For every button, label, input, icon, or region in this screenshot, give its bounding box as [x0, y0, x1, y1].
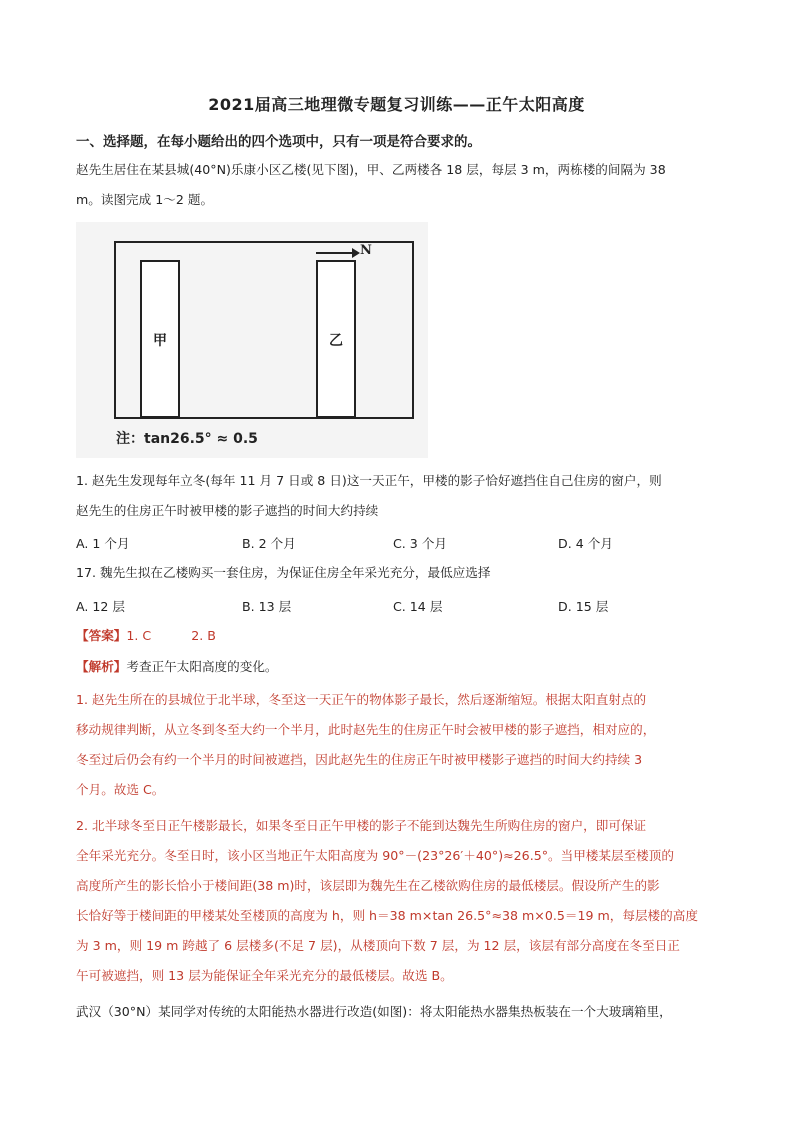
option-d: D. 15 层	[558, 599, 609, 614]
building-jia-label: 甲	[153, 333, 167, 349]
option-c: C. 14 层	[393, 599, 443, 614]
explanation-2-line-4: 长恰好等于楼间距的甲楼某处至楼顶的高度为 h，则 h＝38 m×tan 26.5°≈38 m×0.5＝19 m，每层楼的高度	[76, 908, 698, 923]
intro-paragraph	[76, 155, 718, 215]
answer-2: 2. B	[191, 628, 216, 643]
explanation-1-line-3: 冬至过后仍会有约一个半月的时间被遮挡，因此赵先生的住房正午时被甲楼影子遮挡的时间大约持续 3	[76, 752, 643, 767]
explanation-2-line-5: 为 3 m，则 19 m 跨越了 6 层楼多(不足 7 层)，从楼顶向下数 7 层，为 12 层，该层有部分高度在冬至日正	[76, 938, 680, 953]
section-heading: 一、选择题，在每小题给出的四个选项中，只有一项是符合要求的。	[76, 134, 481, 150]
diagram-frame-right	[412, 241, 414, 419]
question-2	[76, 558, 718, 588]
diagram-note: 注：tan26.5° ≈ 0.5	[116, 431, 258, 447]
explanation-2-line-1: 2. 北半球冬至日正午楼影最长，如果冬至日正午甲楼的影子不能到达魏先生所购住房的窗户，即可保证	[76, 818, 647, 833]
explanation-1-line-2: 移动规律判断，从立冬到冬至大约一个半月，此时赵先生的住房正午时会被甲楼的影子遮挡，相对应的，	[76, 722, 656, 737]
option-a: A. 1 个月	[76, 536, 130, 551]
question-1-options	[76, 533, 718, 553]
explanation-1	[76, 685, 718, 805]
explanation-2-line-6: 午可被遮挡，则 13 层为能保证全年采光充分的最低楼层。故选 B。	[76, 968, 453, 983]
option-c: C. 3 个月	[393, 536, 448, 551]
question-1	[76, 466, 718, 526]
question-1-line-2: 赵先生的住房正午时被甲楼的影子遮挡的时间大约持续	[76, 503, 379, 518]
question-2-line-1: 17. 魏先生拟在乙楼购买一套住房，为保证住房全年采光充分，最低应选择	[76, 565, 491, 580]
answer-1: 1. C	[126, 628, 152, 643]
option-b: B. 13 层	[242, 599, 292, 614]
option-a: A. 12 层	[76, 599, 126, 614]
explanation-1-line-4: 个月。故选 C。	[76, 782, 165, 797]
building-diagram	[76, 222, 428, 458]
analysis-line	[76, 652, 718, 682]
explanation-2-line-2: 全年采光充分。冬至日时，该小区当地正午太阳高度为 90°－(23°26′＋40°)≈26.5°。当甲楼某层至楼顶的	[76, 848, 674, 863]
intro-line-2: m。读图完成 1～2 题。	[76, 192, 214, 207]
answer-line	[76, 621, 718, 651]
explanation-2-line-3: 高度所产生的影长恰小于楼间距(38 m)时，该层即为魏先生在乙楼欲购住房的最低楼层。假设所产生的影	[76, 878, 660, 893]
question-1-line-1: 1. 赵先生发现每年立冬(每年 11 月 7 日或 8 日)这一天正午，甲楼的影子恰好遮挡住自己住房的窗户，则	[76, 473, 662, 488]
building-yi-label: 乙	[329, 333, 343, 349]
analysis-tag: 【解析】	[76, 659, 127, 674]
option-d: D. 4 个月	[558, 536, 613, 551]
next-question-line-1: 武汉（30°N）某同学对传统的太阳能热水器进行改造(如图)：将太阳能热水器集热板装在一个大玻璃箱里，	[76, 1004, 672, 1019]
explanation-2	[76, 811, 718, 991]
next-question-intro	[76, 997, 718, 1027]
explanation-1-line-1: 1. 赵先生所在的县城位于北半球，冬至这一天正午的物体影子最长，然后逐渐缩短。根据太阳直射点的	[76, 692, 647, 707]
question-2-options	[76, 596, 718, 616]
intro-line-1: 赵先生居住在某县城(40°N)乐康小区乙楼(见下图)，甲、乙两楼各 18 层，每层 3 m，两栋楼的间隔为 38	[76, 162, 666, 177]
north-arrow-line	[316, 252, 354, 254]
north-arrow-icon	[352, 248, 360, 258]
answer-tag: 【答案】	[76, 628, 127, 643]
option-b: B. 2 个月	[242, 536, 296, 551]
analysis-text: 考查正午太阳高度的变化。	[126, 659, 278, 674]
north-label: N	[360, 243, 372, 258]
document-title: 2021届高三地理微专题复习训练——正午太阳高度	[208, 95, 585, 114]
